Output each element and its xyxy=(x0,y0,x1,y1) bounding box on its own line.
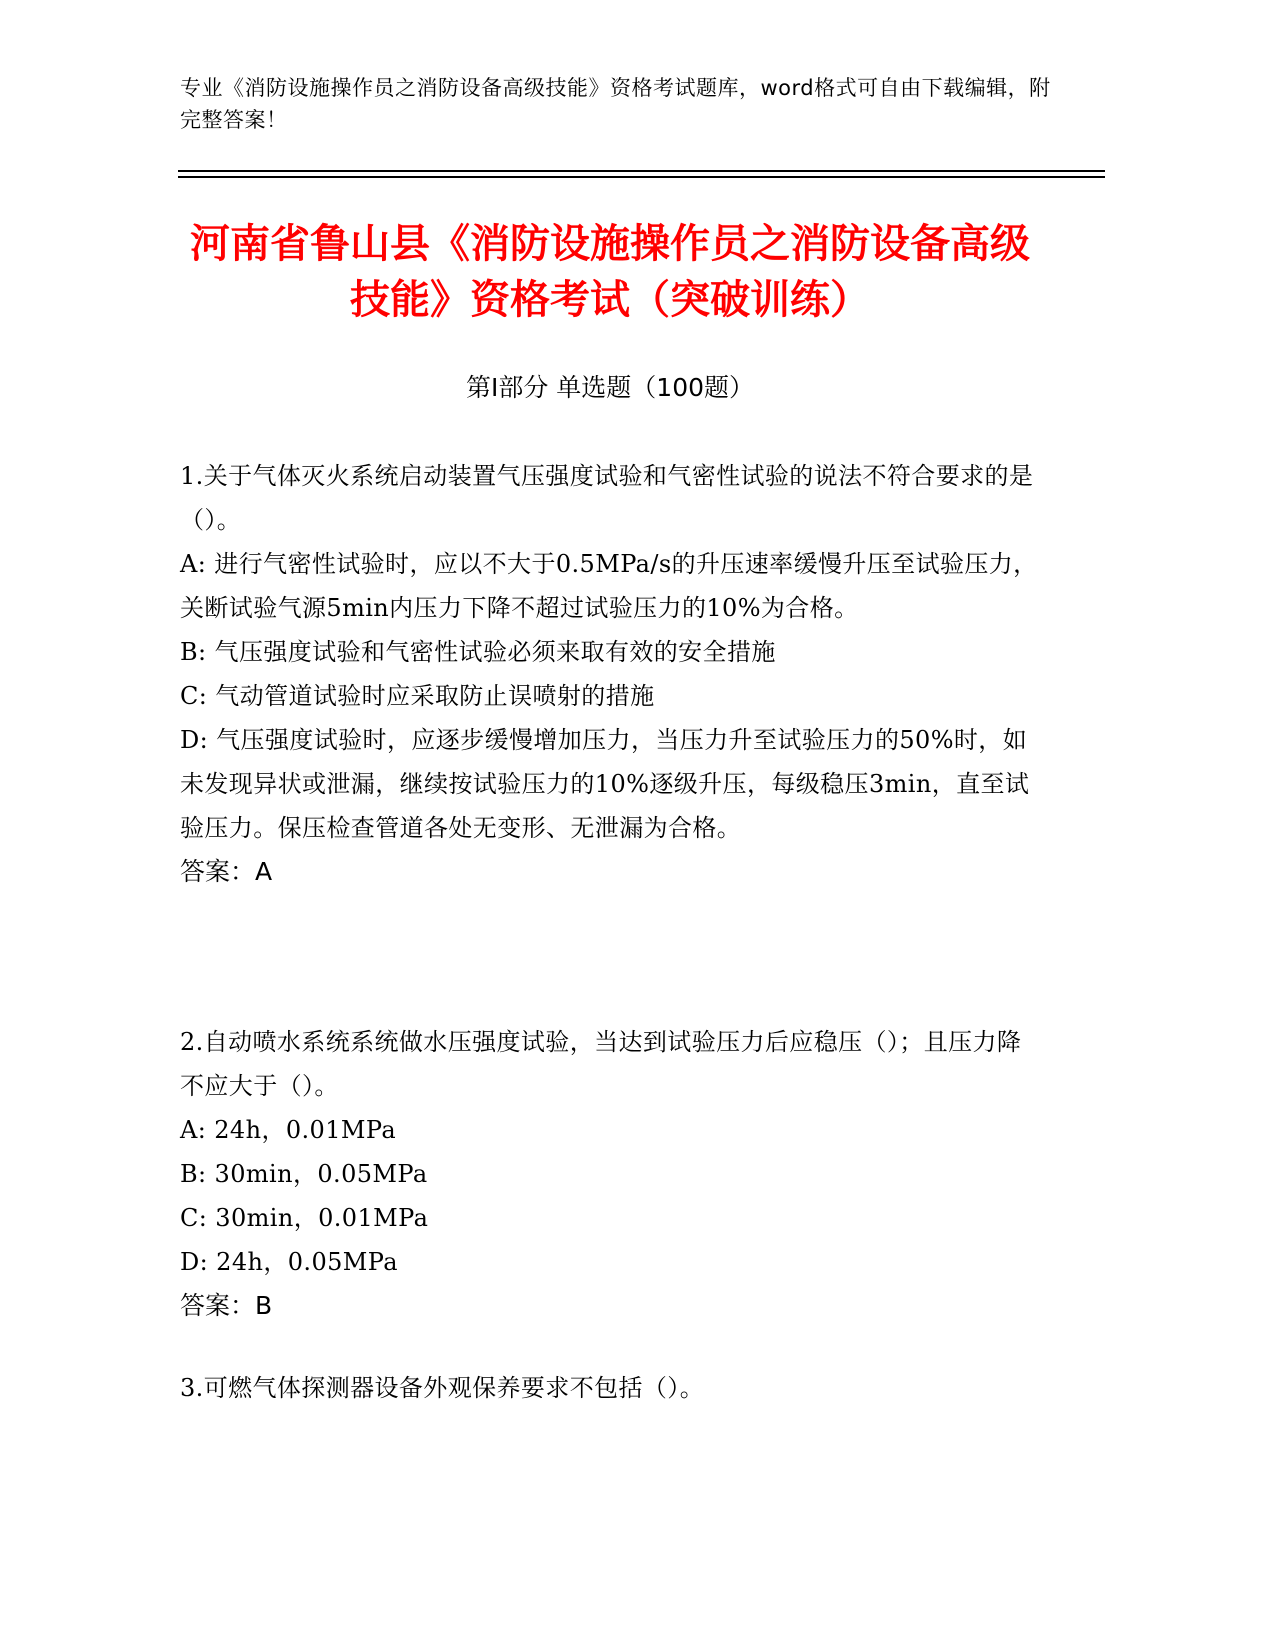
header-note: 专业《消防设施操作员之消防设备高级技能》资格考试题库，word格式可自由下载编辑，附完整答案！ xyxy=(180,76,1051,132)
option-c: C: 30min，0.01MPa xyxy=(180,1204,429,1232)
question-text: 2.自动喷水系统系统做水压强度试验，当达到试验压力后应稳压（）；且压力降不应大于（）。 xyxy=(180,1028,1022,1100)
header-divider-bottom xyxy=(178,176,1105,178)
question-text: 3.可燃气体探测器设备外观保养要求不包括（）。 xyxy=(180,1374,705,1402)
document-title: 河南省鲁山县《消防设施操作员之消防设备高级技能》资格考试（突破训练） xyxy=(190,221,1030,323)
question-text: 1.关于气体灭火系统启动装置气压强度试验和气密性试验的说法不符合要求的是（）。 xyxy=(180,462,1034,534)
question-1 xyxy=(180,454,1040,894)
option-a: A: 进行气密性试验时，应以不大于0.5MPa/s的升压速率缓慢升压至试验压力，关断试验气源5min内压力下降不超过试验压力的10%为合格。 xyxy=(180,550,1038,622)
section-title: 第Ⅰ部分 单选题（100题） xyxy=(465,373,755,402)
header-divider-top xyxy=(178,170,1105,172)
question-2 xyxy=(180,1020,1040,1328)
answer: 答案：B xyxy=(180,1291,273,1320)
option-d: D: 24h，0.05MPa xyxy=(180,1248,398,1276)
option-a: A: 24h，0.01MPa xyxy=(180,1116,397,1144)
answer: 答案：A xyxy=(180,857,273,886)
option-d: D: 气压强度试验时，应逐步缓慢增加压力，当压力升至试验压力的50%时，如未发现异状或泄漏，继续按试验压力的10%逐级升压，每级稳压3min，直至试验压力。保压检查管道各处无变形、无泄漏为合格。 xyxy=(180,726,1030,842)
option-b: B: 30min，0.05MPa xyxy=(180,1160,428,1188)
question-3 xyxy=(180,1366,1040,1410)
option-b: B: 气压强度试验和气密性试验必须来取有效的安全措施 xyxy=(180,638,776,666)
option-c: C: 气动管道试验时应采取防止误喷射的措施 xyxy=(180,682,655,710)
